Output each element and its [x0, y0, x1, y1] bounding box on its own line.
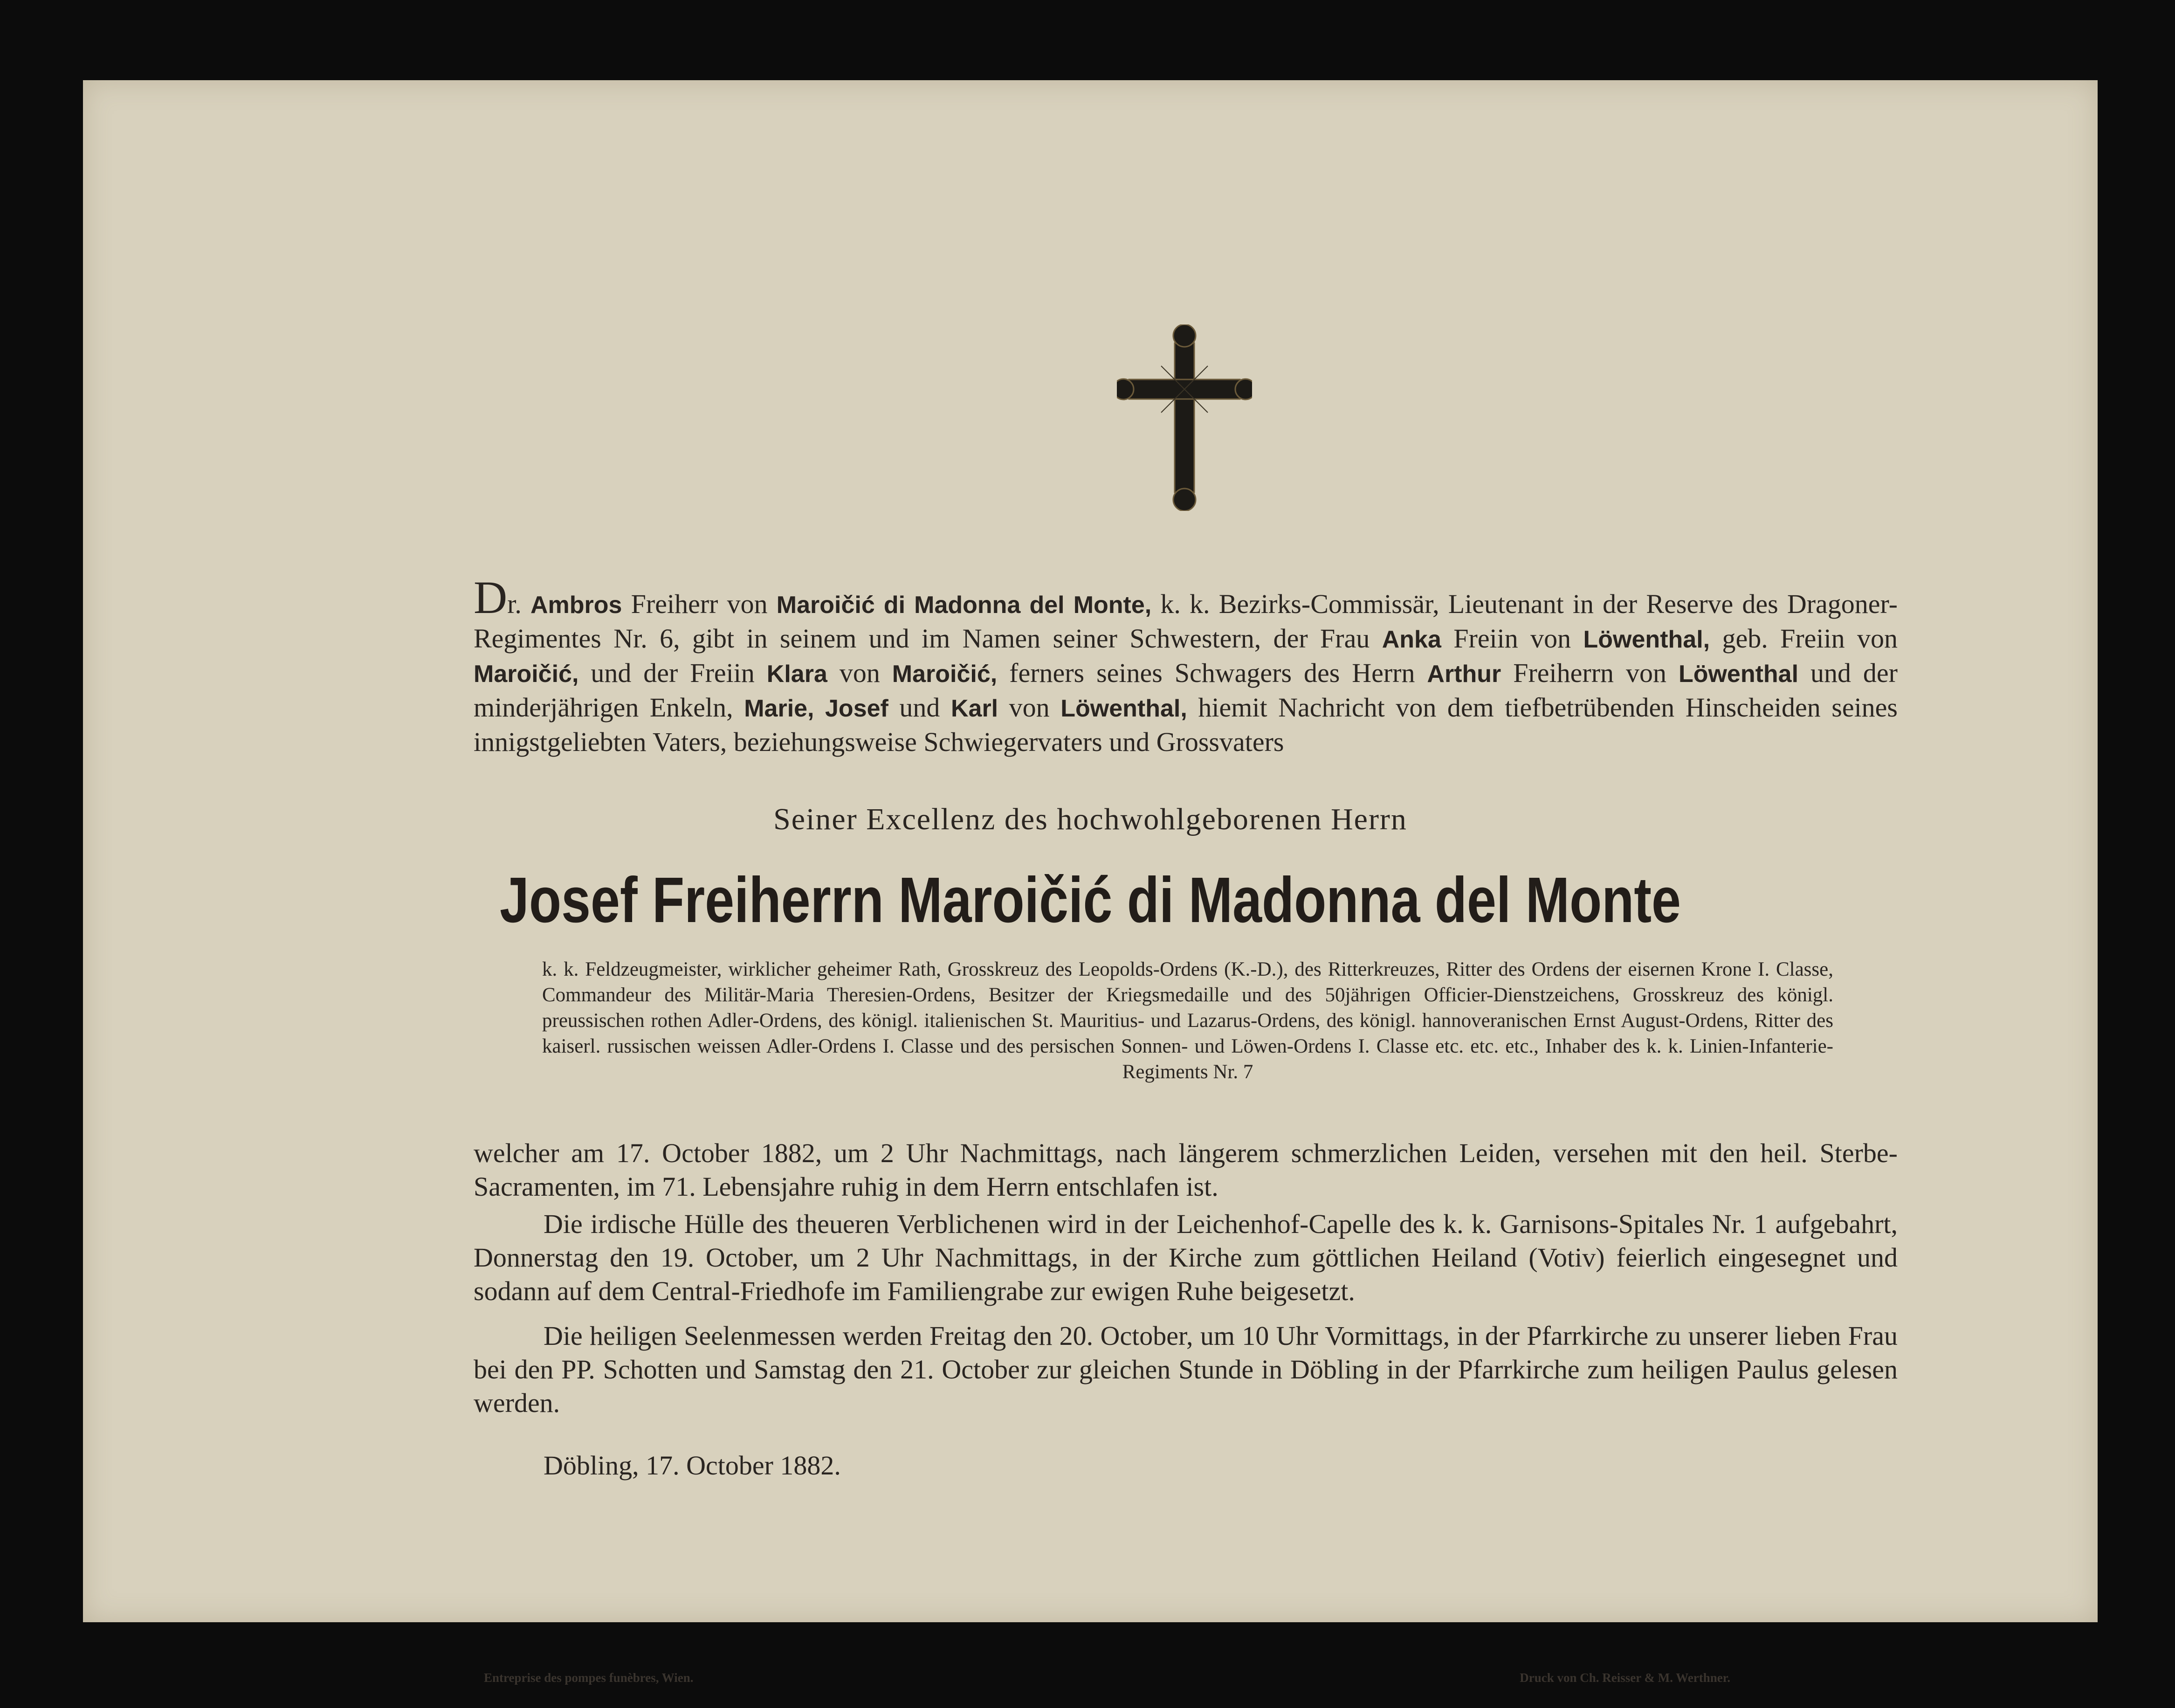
footer-undertaker: Entreprise des pompes funèbres, Wien.	[484, 1671, 694, 1685]
footer-printer: Druck von Ch. Reisser & M. Werthner.	[1520, 1671, 1730, 1685]
intro-text: Freiin von	[1441, 623, 1583, 654]
intro-bold-name: Klara	[766, 661, 827, 688]
intro-text: geb. Freiin von	[1710, 623, 1898, 654]
intro-bold-name: Maroičić di Madonna del Monte,	[776, 592, 1152, 619]
intro-bold-name: Marie, Josef	[744, 695, 888, 722]
death-notice-paragraph: welcher am 17. October 1882, um 2 Uhr Nachmittags, nach längerem schmerzlichen Leiden, versehen mit den heil. Sterbe-Sacramenten, im 71. Lebensjahre ruhig in dem Herrn entschlafen ist.	[474, 1138, 1898, 1202]
intro-text: Freiherr von	[622, 589, 777, 619]
burial-paragraph: Die irdische Hülle des theueren Verblichenen wird in der Leichenhof-Capelle des k. k. Garnisons-Spitales Nr. 1 aufgebahrt, Donnerstag den 19. October, um 2 Uhr Nachmittags, in der Kirche zum göttlichen Heiland (Votiv) feierlich eingesegnet und sodann auf dem Central-Friedhofe im Familiengrabe zur ewigen Ruhe beigesetzt.	[474, 1209, 1898, 1306]
place-date: Döbling, 17. October 1882.	[544, 1450, 841, 1481]
deceased-name: Josef Freiherrn Maroičić di Madonna del Monte	[500, 864, 1681, 936]
intro-paragraph	[474, 572, 1898, 759]
intro-bold-name: Löwenthal	[1678, 661, 1799, 688]
intro-bold-name: Karl	[950, 695, 998, 722]
intro-text: und	[888, 692, 951, 723]
intro-bold-name: Löwenthal,	[1060, 695, 1187, 722]
intro-text: k. k. Bezirks-Commissär, Lieutenant in der Reserve des Dragoner-Regimentes Nr. 6, gibt in seinem und im Namen seiner Schwestern, der Frau	[474, 589, 1898, 654]
intro-text: hiemit Nachricht von dem tiefbetrübenden Hinscheiden seines innigstgeliebten Vaters, beziehungsweise Schwiegervaters und Grossvaters	[474, 692, 1898, 757]
intro-text: von	[998, 692, 1061, 723]
intro-bold-name: Arthur	[1427, 661, 1501, 688]
excellenz-line: Seiner Excellenz des hochwohlgeborenen Herrn	[773, 802, 1407, 836]
intro-bold-name: Maroičić,	[892, 661, 998, 688]
intro-text: von	[827, 658, 892, 688]
intro-bold-name: Löwenthal,	[1583, 626, 1710, 653]
intro-text: und der minderjährigen Enkeln,	[474, 658, 1898, 723]
paper-sheet	[83, 80, 2098, 1685]
honors-titles: k. k. Feldzeugmeister, wirklicher geheimer Rath, Grosskreuz des Leopolds-Ordens (K.-D.), des Ritterkreuzes, Ritter des Ordens der eisernen Krone I. Classe, Commandeur des Militär-Maria Theresien-Ordens, Besitzer der Kriegsmedaille und des 50jährigen Officier-Dienstzeichens, Grosskreuz des königl. preussischen rothen Adler-Ordens, des königl. italienischen St. Mauritius- und Lazarus-Ordens, des königl. hannoveranischen Ernst August-Ordens, Ritter des kaiserl. russischen weissen Adler-Ordens I. Classe und des persischen Sonnen- und Löwen-Ordens I. Classe etc. etc. etc., Inhaber des k. k. Linien-Infanterie-Regiments Nr. 7	[542, 958, 1833, 1083]
intro-bold-name: Anka	[1382, 626, 1441, 653]
intro-text: und der Freiin	[578, 658, 767, 688]
dropcap: D	[474, 572, 508, 623]
intro-text: ferners seines Schwagers des Herrn	[997, 658, 1427, 688]
cross-icon	[1117, 324, 1252, 511]
intro-text: Freiherrn von	[1501, 658, 1679, 688]
masses-paragraph: Die heiligen Seelenmessen werden Freitag den 20. October, um 10 Uhr Vormittags, in der Pfarrkirche zu unserer lieben Frau bei den PP. Schotten und Samstag den 21. October zur gleichen Stunde in Döbling in der Pfarrkirche zum heiligen Paulus gelesen werden.	[474, 1321, 1898, 1418]
intro-bold-name: Maroičić,	[474, 661, 579, 688]
intro-text: r.	[507, 589, 530, 619]
intro-bold-name: Ambros	[530, 592, 622, 619]
